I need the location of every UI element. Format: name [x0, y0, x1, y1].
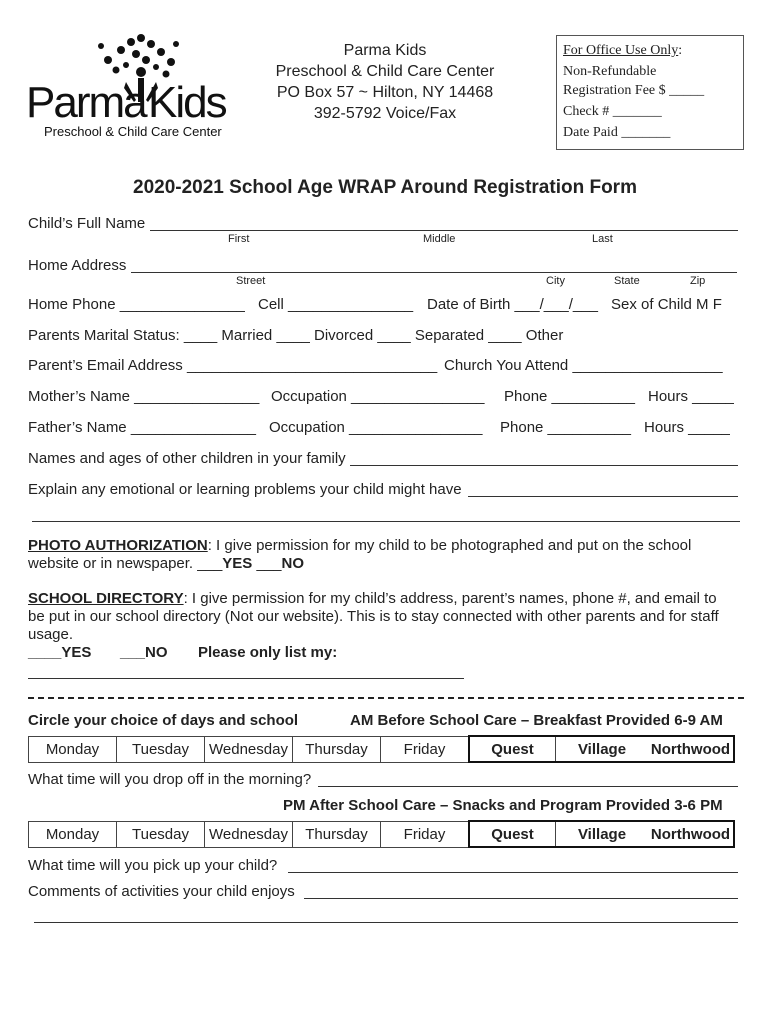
office-title-colon: : — [678, 43, 683, 58]
email-field[interactable]: Parent’s Email Address ______________________________ — [28, 357, 438, 374]
siblings-label: Names and ages of other children in your family — [28, 450, 346, 467]
mother-hours-field[interactable]: Hours _____ — [648, 388, 734, 405]
photo-heading: PHOTO AUTHORIZATION — [28, 537, 208, 554]
logo-word-parma: Parma — [26, 78, 146, 127]
problems-field[interactable] — [468, 496, 738, 497]
marital-status-field[interactable]: Parents Marital Status: ____ Married ____ Divorced ____ Separated ____ Other — [28, 327, 564, 344]
school-address: PO Box 57 ~ Hilton, NY 14468 — [276, 84, 494, 101]
zip-caption: Zip — [690, 275, 706, 287]
pm-day-tuesday[interactable]: Tuesday — [117, 821, 205, 847]
church-field[interactable]: Church You Attend __________________ — [444, 357, 723, 374]
father-occupation-field[interactable]: Occupation ________________ — [269, 419, 483, 436]
middle-caption: Middle — [423, 233, 456, 245]
circle-choice-label: Circle your choice of days and school — [28, 712, 299, 729]
logo-subtitle: Preschool & Child Care Center — [44, 124, 222, 139]
comments-field-line-2[interactable] — [34, 922, 738, 923]
cell-field[interactable]: Cell _______________ — [258, 296, 414, 313]
pm-day-wednesday[interactable]: Wednesday — [205, 821, 293, 847]
father-hours-field[interactable]: Hours _____ — [644, 419, 730, 436]
photo-no-option[interactable]: NO — [281, 555, 305, 572]
pm-day-thursday[interactable]: Thursday — [293, 821, 381, 847]
pickup-field[interactable] — [288, 872, 738, 873]
father-phone-field[interactable]: Phone __________ — [500, 419, 631, 436]
school-phone: 392-5792 Voice/Fax — [313, 105, 457, 122]
pm-school-village[interactable]: Village — [556, 821, 649, 847]
child-name-label: Child’s Full Name — [28, 215, 146, 232]
directory-text-2: be put in our school directory (Not our website). This is to stay connected with other parents and for staff — [28, 608, 719, 625]
photo-no-blank: ___ — [252, 555, 282, 572]
school-name: Parma Kids — [343, 42, 427, 59]
pm-care-title: PM After School Care – Snacks and Program Provided 3-6 PM — [283, 797, 723, 814]
school-header — [250, 40, 520, 124]
first-caption: First — [228, 233, 250, 245]
problems-field-line-2[interactable] — [32, 521, 740, 522]
pm-day-monday[interactable]: Monday — [29, 821, 117, 847]
directory-no-option[interactable]: ___NO — [120, 644, 168, 661]
logo-word-kids: Kids — [148, 78, 226, 127]
date-of-birth-field[interactable]: Date of Birth ___/___/___ — [427, 296, 598, 313]
office-line-2: Registration Fee $ _____ — [563, 83, 705, 98]
photo-text: : I give permission for my child to be photographed and put on the school — [207, 537, 692, 554]
siblings-field[interactable] — [350, 465, 738, 466]
photo-text-2: website or in newspaper. ___ — [28, 555, 223, 572]
office-line-3: Check # _______ — [563, 104, 662, 119]
city-caption: City — [546, 275, 565, 287]
office-use-box — [556, 35, 744, 150]
pm-day-friday[interactable]: Friday — [381, 821, 470, 847]
comments-field[interactable] — [304, 898, 738, 899]
am-days-table — [28, 735, 735, 763]
dashed-divider — [28, 697, 744, 699]
directory-text: : I give permission for my child’s address, parent’s names, phone #, and email to — [183, 590, 717, 607]
am-day-wednesday[interactable]: Wednesday — [205, 736, 293, 762]
mother-phone-field[interactable]: Phone __________ — [504, 388, 635, 405]
pm-days-table — [28, 820, 735, 848]
comments-label: Comments of activities your child enjoys — [28, 883, 295, 900]
dropoff-field[interactable] — [318, 786, 738, 787]
school-subtitle: Preschool & Child Care Center — [275, 63, 495, 80]
am-care-title: AM Before School Care – Breakfast Provided 6-9 AM — [350, 712, 723, 729]
home-address-field[interactable] — [131, 272, 737, 273]
sex-of-child-field[interactable]: Sex of Child M F — [611, 296, 722, 313]
office-line-1: Non-Refundable — [563, 64, 657, 79]
state-caption: State — [614, 275, 640, 287]
am-day-monday[interactable]: Monday — [29, 736, 117, 762]
problems-label: Explain any emotional or learning problems your child might have — [28, 481, 462, 498]
directory-list-label: Please only list my: — [198, 644, 338, 661]
photo-authorization — [28, 537, 691, 573]
am-school-village[interactable]: Village — [556, 736, 649, 762]
office-line-4: Date Paid _______ — [563, 125, 671, 140]
dropoff-label: What time will you drop off in the morning? — [28, 771, 312, 788]
am-day-friday[interactable]: Friday — [381, 736, 470, 762]
street-caption: Street — [236, 275, 266, 287]
directory-text-3: usage. — [28, 626, 74, 643]
am-day-tuesday[interactable]: Tuesday — [117, 736, 205, 762]
directory-yes-option[interactable]: ____YES — [28, 644, 92, 661]
mother-name-field[interactable]: Mother’s Name _______________ — [28, 388, 260, 405]
pm-school-quest[interactable]: Quest — [469, 821, 556, 847]
home-address-label: Home Address — [28, 257, 127, 274]
mother-occupation-field[interactable]: Occupation ________________ — [271, 388, 485, 405]
am-school-quest[interactable]: Quest — [469, 736, 556, 762]
directory-heading: SCHOOL DIRECTORY — [28, 590, 184, 607]
pickup-label: What time will you pick up your child? — [28, 857, 278, 874]
last-caption: Last — [592, 233, 613, 245]
am-school-northwood[interactable]: Northwood — [648, 736, 734, 762]
father-name-field[interactable]: Father’s Name _______________ — [28, 419, 256, 436]
form-title: 2020-2021 School Age WRAP Around Registration Form — [133, 177, 637, 198]
parma-kids-logo — [26, 32, 226, 144]
child-name-field[interactable] — [150, 230, 738, 231]
office-title: For Office Use Only — [563, 43, 679, 58]
school-directory — [28, 590, 719, 662]
pm-school-northwood[interactable]: Northwood — [648, 821, 734, 847]
am-day-thursday[interactable]: Thursday — [293, 736, 381, 762]
home-phone-field[interactable]: Home Phone _______________ — [28, 296, 245, 313]
photo-yes-option[interactable]: YES — [222, 555, 253, 572]
directory-list-field[interactable] — [28, 678, 464, 679]
